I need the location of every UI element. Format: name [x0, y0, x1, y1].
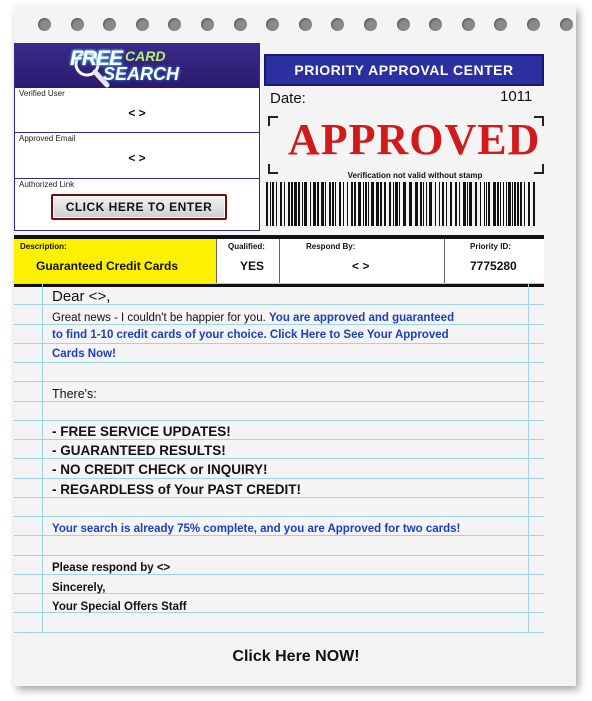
binder-hole [201, 18, 214, 31]
barcode-bar [514, 182, 516, 226]
description-highlight [14, 239, 216, 283]
respond-by-value: < > [352, 259, 370, 273]
ruled-line [14, 362, 544, 363]
click-here-to-enter-button[interactable]: CLICK HERE TO ENTER [51, 194, 227, 220]
binder-hole [71, 18, 84, 31]
barcode-bar [450, 182, 452, 226]
ruled-line [14, 343, 544, 344]
barcode-bar [393, 182, 394, 226]
qualified-value: YES [240, 259, 265, 273]
barcode-bar [270, 182, 271, 226]
barcode-bar [512, 182, 513, 226]
barcode-bar [475, 182, 477, 226]
barcode-bar [508, 182, 511, 226]
description-bar [14, 235, 544, 287]
ruled-line [14, 439, 544, 440]
progress-line-link[interactable]: Your search is already 75% complete, and you are Approved for two cards! [52, 523, 461, 535]
barcode-bar [298, 182, 300, 226]
barcode-bar [266, 182, 268, 226]
barcode-bar [435, 182, 436, 226]
cards-now-link[interactable]: Cards Now! [52, 348, 116, 360]
barcode-bar [455, 182, 457, 226]
barcode-bar [384, 182, 386, 226]
barcode-bar [409, 182, 412, 226]
verified-user-field [15, 88, 259, 132]
logo-banner [15, 44, 259, 88]
binder-hole [397, 18, 410, 31]
binder-hole [103, 18, 116, 31]
barcode-bar [506, 182, 507, 226]
signature-text: Your Special Offers Staff [52, 601, 187, 613]
barcode-bar [376, 182, 379, 226]
barcode-bar [363, 182, 364, 226]
barcode-bar [439, 182, 440, 226]
binder-hole [136, 18, 149, 31]
barcode-bar [520, 182, 522, 226]
barcode-bar [368, 182, 369, 226]
approved-email-label: Approved Email [19, 134, 76, 143]
binder-hole [266, 18, 279, 31]
greeting: Dear <>, [52, 288, 111, 305]
barcode-bar [321, 182, 324, 226]
barcode-graphic [266, 182, 540, 226]
barcode-bar [335, 182, 336, 226]
barcode-bar [486, 182, 487, 226]
stamp-corner-tl [268, 116, 278, 126]
user-info-panel [14, 43, 260, 231]
barcode-bar [480, 182, 481, 226]
date-value: 1011 [500, 88, 533, 105]
barcode-bar [403, 182, 406, 226]
barcode-bar [500, 182, 501, 226]
priority-id-label: Priority ID: [470, 242, 511, 251]
description-divider-3 [444, 239, 445, 283]
authorized-link-label: Authorized Link [19, 180, 75, 189]
barcode-bar [467, 182, 468, 226]
barcode-bar [420, 182, 422, 226]
ruled-line [14, 458, 544, 459]
binder-hole [494, 18, 507, 31]
verified-user-value: < > [128, 106, 146, 120]
barcode-bar [347, 182, 348, 226]
barcode-bar [426, 182, 427, 226]
bullet-item: - GUARANTEED RESULTS! [52, 443, 226, 458]
ruled-line [14, 574, 544, 575]
verified-user-label: Verified User [19, 89, 65, 98]
binder-hole [38, 18, 51, 31]
ruled-line [14, 478, 544, 479]
logo-free-text: FREE [70, 47, 123, 70]
binder-holes [14, 6, 576, 36]
barcode-bar [294, 182, 297, 226]
ruled-line [14, 632, 544, 633]
barcode-bar [310, 182, 311, 226]
barcode-bar [415, 182, 418, 226]
binder-hole [234, 18, 247, 31]
barcode-bar [469, 182, 472, 226]
theres-text: There's: [52, 387, 97, 401]
barcode-bar [288, 182, 290, 226]
binder-hole [168, 18, 181, 31]
barcode-bar [524, 182, 525, 226]
barcode-bar [302, 182, 303, 226]
barcode-bar [446, 182, 447, 226]
barcode-bar [280, 182, 282, 226]
barcode-bar [317, 182, 319, 226]
binder-hole [462, 18, 475, 31]
description-value: Guaranteed Credit Cards [36, 259, 179, 273]
ruled-line [14, 535, 544, 536]
stamp-corner-bl [268, 164, 278, 174]
ruled-line [14, 381, 544, 382]
barcode-bar [503, 182, 504, 226]
barcode-bar [497, 182, 499, 226]
ruled-line [14, 283, 544, 284]
binder-hole [560, 18, 573, 31]
barcode-bar [463, 182, 466, 226]
logo-search-text: SEARCH [103, 64, 180, 84]
barcode-bar [351, 182, 353, 226]
intro-line [52, 308, 454, 326]
barcode-bar [484, 182, 485, 226]
approved-link[interactable]: You are approved and guaranteed [268, 312, 455, 324]
barcode-bar [395, 182, 398, 226]
respond-by-text: Please respond by <> [52, 562, 171, 574]
barcode-bar [329, 182, 331, 226]
barcode-bar [276, 182, 277, 226]
logo-card-text: CARD [125, 48, 166, 64]
barcode-bar [488, 182, 490, 226]
description-label: Description: [20, 242, 67, 251]
bullet-item: - FREE SERVICE UPDATES! [52, 424, 231, 439]
barcode-bar [459, 182, 460, 226]
description-divider-2 [279, 239, 280, 283]
barcode-bar [313, 182, 316, 226]
sincerely-text: Sincerely, [52, 582, 106, 594]
barcode-bar [371, 182, 374, 226]
barcode-bar [399, 182, 400, 226]
respond-by-label: Respond By: [306, 242, 356, 251]
binder-hole [331, 18, 344, 31]
barcode-bar [380, 182, 382, 226]
barcode-bar [332, 182, 334, 226]
barcode-bar [354, 182, 356, 226]
barcode-bar [533, 182, 535, 226]
barcode-bar [358, 182, 361, 226]
barcode-bar [493, 182, 496, 226]
priority-approval-banner: PRIORITY APPROVAL CENTER [264, 54, 544, 86]
barcode-bar [517, 182, 519, 226]
barcode-bar [389, 182, 391, 226]
barcode-bar [339, 182, 341, 226]
bullet-item: - REGARDLESS of Your PAST CREDIT! [52, 482, 302, 497]
binder-hole [364, 18, 377, 31]
barcode-bar [343, 182, 344, 226]
barcode-bar [423, 182, 424, 226]
barcode-bar [442, 182, 444, 226]
verification-note: Verification not valid without stamp [347, 171, 483, 180]
intro-text: Great news - I couldn't be happier for you. [52, 312, 269, 324]
approved-email-field [15, 132, 259, 177]
ruled-line [14, 516, 544, 517]
barcode-bar [291, 182, 293, 226]
barcode-bar [325, 182, 326, 226]
ruled-line [14, 497, 544, 498]
date-label: Date: [270, 90, 306, 107]
barcode-bar [365, 182, 367, 226]
barcode-bar [429, 182, 432, 226]
ruled-line [14, 401, 544, 402]
priority-id-value: 7775280 [470, 259, 517, 273]
description-divider-1 [216, 239, 217, 283]
approved-stamp: APPROVED [288, 115, 541, 164]
barcode-bar [304, 182, 307, 226]
click-here-now-link[interactable]: Click Here NOW! [232, 648, 360, 665]
barcode-bar [272, 182, 274, 226]
barcode-bar [284, 182, 285, 226]
binder-hole [527, 18, 540, 31]
binder-hole [429, 18, 442, 31]
approved-email-value: < > [128, 151, 146, 165]
bullet-item: - NO CREDIT CHECK or INQUIRY! [52, 462, 268, 477]
see-approved-cards-link[interactable]: to find 1-10 credit cards of your choice. Click Here to See Your Approved [52, 329, 449, 341]
binder-hole [299, 18, 312, 31]
qualified-label: Qualified: [228, 242, 265, 251]
ruled-line [14, 555, 544, 556]
ruled-line [14, 420, 544, 421]
barcode-bar [528, 182, 530, 226]
